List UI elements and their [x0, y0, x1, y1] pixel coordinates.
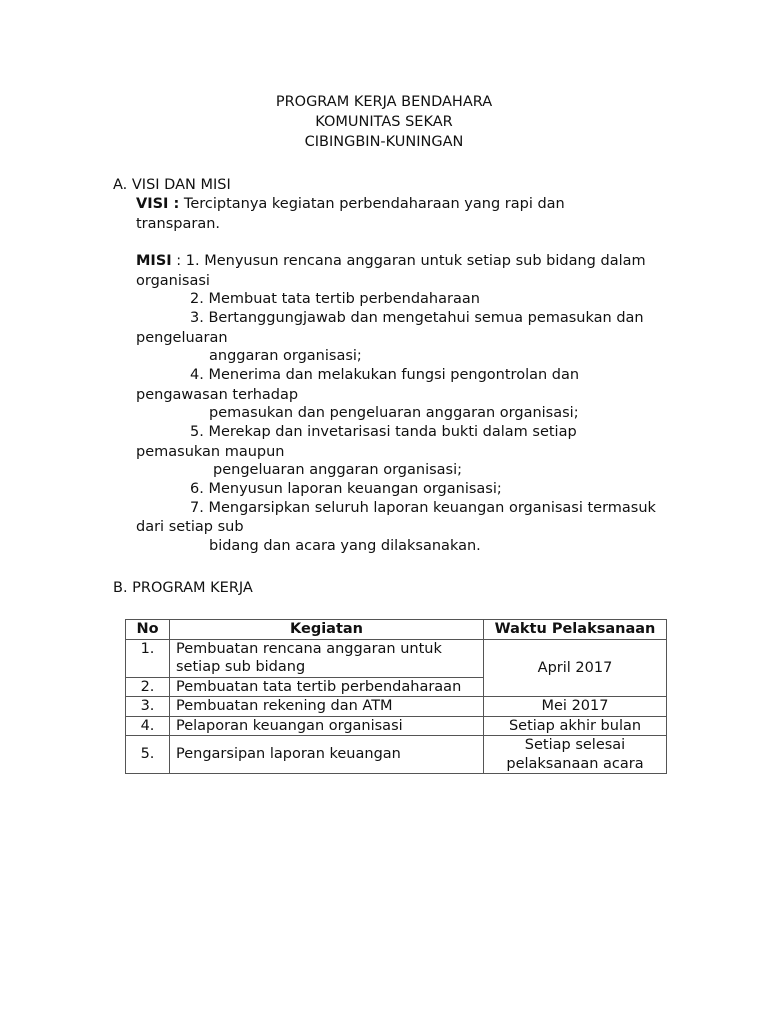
misi-label: MISI — [136, 253, 172, 269]
title-line-3: CIBINGBIN-KUNINGAN — [304, 134, 464, 150]
section-b-heading: B. PROGRAM KERJA — [113, 580, 253, 596]
title-line-1: PROGRAM KERJA BENDAHARA — [275, 94, 493, 110]
row-waktu: Mei 2017 — [484, 697, 667, 717]
row-no: 5. — [126, 736, 170, 774]
visi-label: VISI : — [136, 196, 180, 212]
misi-line-7: 4. Menerima dan melakukan fungsi pengontrolan dan — [190, 367, 580, 383]
misi-line-12: pengeluaran anggaran organisasi; — [213, 462, 462, 478]
row-no: 3. — [126, 697, 170, 717]
section-a-heading: A. VISI DAN MISI — [113, 177, 231, 193]
row-kegiatan: Pembuatan rekening dan ATM — [170, 697, 484, 717]
table-row — [126, 716, 667, 736]
row-kegiatan: Pelaporan keuangan organisasi — [170, 716, 484, 736]
misi-line-10: 5. Merekap dan invetarisasi tanda bukti dalam setiap — [190, 424, 577, 440]
misi-line-8: pengawasan terhadap — [136, 387, 299, 403]
misi-line-16: bidang dan acara yang dilaksanakan. — [209, 538, 481, 554]
misi-line-11: pemasukan maupun — [136, 444, 285, 460]
visi-line — [136, 195, 565, 214]
document-title — [0, 92, 768, 152]
row-kegiatan-line-2: setiap sub bidang — [176, 659, 306, 675]
row-kegiatan: Pembuatan tata tertib perbendaharaan — [170, 677, 484, 697]
misi-line-15: dari setiap sub — [136, 519, 244, 535]
header-kegiatan: Kegiatan — [170, 620, 484, 640]
misi-line-4: 3. Bertanggungjawab dan mengetahui semua pemasukan dan — [190, 310, 644, 326]
header-no: No — [126, 620, 170, 640]
program-kerja-table — [125, 619, 667, 774]
table-row — [126, 697, 667, 717]
row-waktu-line-1: Setiap selesai — [524, 737, 626, 753]
row-no: 4. — [126, 716, 170, 736]
misi-line-9: pemasukan dan pengeluaran anggaran organisasi; — [209, 405, 579, 421]
misi-line-1 — [136, 252, 646, 271]
misi-text-1: : 1. Menyusun rencana anggaran untuk setiap sub bidang dalam — [171, 253, 646, 269]
table-row — [126, 736, 667, 774]
row-waktu — [484, 736, 667, 774]
row-waktu-line-2: pelaksanaan acara — [506, 755, 644, 772]
misi-line-3: 2. Membuat tata tertib perbendaharaan — [190, 291, 480, 307]
table-row — [126, 639, 667, 677]
misi-line-13: 6. Menyusun laporan keuangan organisasi; — [190, 481, 502, 497]
misi-line-2: organisasi — [136, 273, 210, 289]
row-kegiatan: Pengarsipan laporan keuangan — [170, 736, 484, 774]
title-line-2: KOMUNITAS SEKAR — [315, 114, 453, 130]
row-no: 2. — [126, 677, 170, 697]
row-kegiatan-line-1: Pembuatan rencana anggaran untuk — [176, 640, 442, 657]
header-waktu: Waktu Pelaksanaan — [484, 620, 667, 640]
table-header-row — [126, 620, 667, 640]
visi-text-cont: transparan. — [136, 216, 221, 232]
row-waktu: Setiap akhir bulan — [484, 716, 667, 736]
row-no: 1. — [126, 639, 170, 677]
visi-text: Terciptanya kegiatan perbendaharaan yang rapi dan — [179, 196, 565, 212]
row-waktu-merged: April 2017 — [484, 639, 667, 697]
misi-line-14: 7. Mengarsipkan seluruh laporan keuangan organisasi termasuk — [190, 500, 656, 516]
misi-line-5: pengeluaran — [136, 330, 228, 346]
misi-line-6: anggaran organisasi; — [209, 348, 362, 364]
row-kegiatan — [170, 639, 484, 677]
